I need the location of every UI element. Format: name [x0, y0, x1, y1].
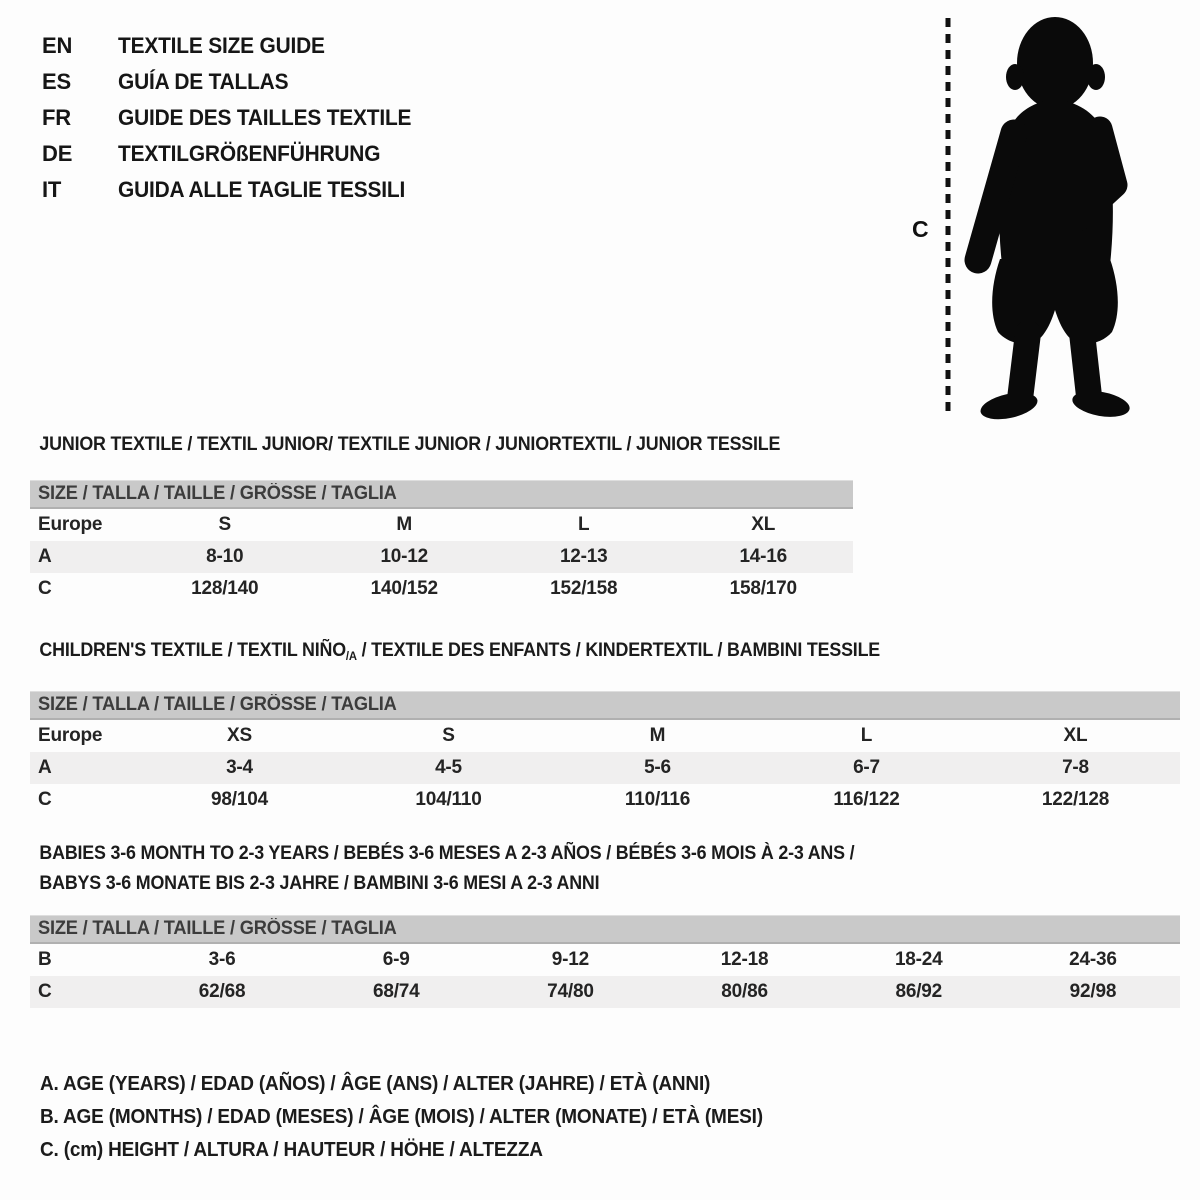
size-cell: M	[396, 514, 413, 535]
babies-section-title-line1: BABIES 3-6 MONTH TO 2-3 YEARS / BEBÉS 3-6 MESES A 2-3 AÑOS / BÉBÉS 3-6 MOIS À 2-3 ANS /	[39, 843, 855, 864]
table-row-height	[30, 573, 853, 605]
size-cell: S	[218, 514, 231, 535]
value-cell: 86/92	[895, 981, 943, 1002]
value-cell: 10-12	[380, 546, 429, 567]
value-cell: 98/104	[211, 789, 268, 810]
value-cell: 92/98	[1069, 981, 1117, 1002]
value-cell: 68/74	[372, 981, 420, 1002]
value-cell: 4-5	[435, 757, 462, 778]
lang-row-de	[42, 136, 427, 172]
footnote-age-months: B. AGE (MONTHS) / EDAD (MESES) / ÂGE (MOIS) / ALTER (MONATE) / ETÀ (MESI)	[40, 1106, 763, 1128]
babies-textile-section	[30, 843, 1180, 1008]
table-row-height	[30, 976, 1180, 1008]
value-cell: 3-6	[208, 949, 236, 970]
value-cell: 62/68	[198, 981, 246, 1002]
row-label: A	[38, 546, 52, 567]
height-measure-line-icon	[944, 18, 952, 418]
row-label: B	[38, 949, 52, 970]
value-cell: 6-7	[853, 757, 880, 778]
value-cell: 5-6	[644, 757, 671, 778]
value-cell: 104/110	[415, 789, 482, 810]
junior-textile-section	[30, 434, 853, 605]
children-title-suffix: / TEXTILE DES ENFANTS / KINDERTEXTIL / BAMBINI TESSILE	[356, 640, 881, 661]
size-cell: L	[578, 514, 590, 535]
size-cell: S	[442, 725, 455, 746]
lang-row-es	[42, 64, 427, 100]
footnotes	[40, 1068, 801, 1167]
lang-title: GUIDA ALLE TAGLIE TESSILI	[118, 177, 406, 202]
row-label: C	[38, 789, 52, 810]
value-cell: 158/170	[729, 578, 797, 599]
size-cell: M	[649, 725, 666, 746]
size-cell: XL	[1063, 725, 1088, 746]
table-row-europe	[30, 509, 853, 541]
value-cell: 116/122	[833, 789, 900, 810]
junior-size-table	[30, 480, 853, 605]
lang-code: IT	[42, 177, 62, 202]
value-cell: 7-8	[1062, 757, 1089, 778]
size-header-label: SIZE / TALLA / TAILLE / GRÖSSE / TAGLIA	[38, 918, 397, 939]
size-cell: L	[860, 725, 873, 746]
value-cell: 12-13	[559, 546, 608, 567]
children-section-title	[30, 640, 880, 667]
children-title-sub: /A	[345, 649, 357, 663]
value-cell: 6-9	[382, 949, 410, 970]
lang-title: GUIDE DES TAILLES TEXTILE	[118, 105, 412, 130]
value-cell: 12-18	[720, 949, 769, 970]
value-cell: 24-36	[1069, 949, 1117, 970]
lang-title: GUÍA DE TALLAS	[118, 69, 289, 94]
row-label: Europe	[38, 514, 103, 535]
footnote-height: C. (cm) HEIGHT / ALTURA / HAUTEUR / HÖHE / ALTEZZA	[40, 1139, 543, 1161]
value-cell: 74/80	[547, 981, 594, 1002]
junior-section-title: JUNIOR TEXTILE / TEXTIL JUNIOR/ TEXTILE JUNIOR / JUNIORTEXTIL / JUNIOR TESSILE	[39, 434, 781, 455]
babies-size-table	[30, 915, 1180, 1008]
table-row-age	[30, 752, 1180, 784]
table-row-age	[30, 541, 853, 573]
table-row-months	[30, 944, 1180, 976]
row-label: Europe	[38, 725, 103, 746]
table-row-height	[30, 784, 1180, 816]
height-figure	[900, 10, 1160, 430]
value-cell: 18-24	[894, 949, 943, 970]
toddler-silhouette-icon	[962, 13, 1140, 423]
value-cell: 8-10	[206, 546, 244, 567]
size-header-bar	[30, 691, 1180, 720]
size-header-bar	[30, 915, 1180, 944]
size-cell: XS	[227, 725, 252, 746]
value-cell: 122/128	[1041, 789, 1110, 810]
table-row-europe	[30, 720, 1180, 752]
lang-title: TEXTILE SIZE GUIDE	[118, 33, 325, 58]
value-cell: 9-12	[551, 949, 590, 970]
size-header-bar	[30, 480, 853, 509]
row-label: A	[38, 757, 52, 778]
lang-code: DE	[42, 141, 73, 166]
value-cell: 110/116	[624, 789, 691, 810]
size-cell: XL	[751, 514, 776, 535]
language-header	[42, 28, 427, 208]
value-cell: 80/86	[721, 981, 768, 1002]
size-header-label: SIZE / TALLA / TAILLE / GRÖSSE / TAGLIA	[38, 483, 397, 504]
babies-section-title-line2: BABYS 3-6 MONATE BIS 2-3 JAHRE / BAMBINI 3-6 MESI A 2-3 ANNI	[39, 873, 600, 894]
row-label: C	[38, 981, 52, 1002]
lang-row-it	[42, 172, 427, 208]
lang-code: FR	[42, 105, 71, 130]
lang-code: ES	[42, 69, 71, 94]
row-label: C	[38, 578, 52, 599]
value-cell: 152/158	[550, 578, 618, 599]
value-cell: 14-16	[739, 546, 788, 567]
lang-title: TEXTILGRÖßENFÜHRUNG	[118, 141, 381, 166]
value-cell: 128/140	[191, 578, 259, 599]
lang-row-fr	[42, 100, 427, 136]
children-textile-section	[30, 640, 1180, 816]
children-size-table	[30, 691, 1180, 816]
lang-row-en	[42, 28, 427, 64]
height-measure-label: C	[912, 216, 929, 242]
size-header-label: SIZE / TALLA / TAILLE / GRÖSSE / TAGLIA	[38, 694, 397, 715]
children-title-prefix: CHILDREN'S TEXTILE / TEXTIL NIÑO	[39, 640, 346, 661]
value-cell: 3-4	[226, 757, 253, 778]
lang-code: EN	[42, 33, 73, 58]
value-cell: 140/152	[370, 578, 438, 599]
footnote-age-years: A. AGE (YEARS) / EDAD (AÑOS) / ÂGE (ANS) / ALTER (JAHRE) / ETÀ (ANNI)	[40, 1073, 711, 1095]
